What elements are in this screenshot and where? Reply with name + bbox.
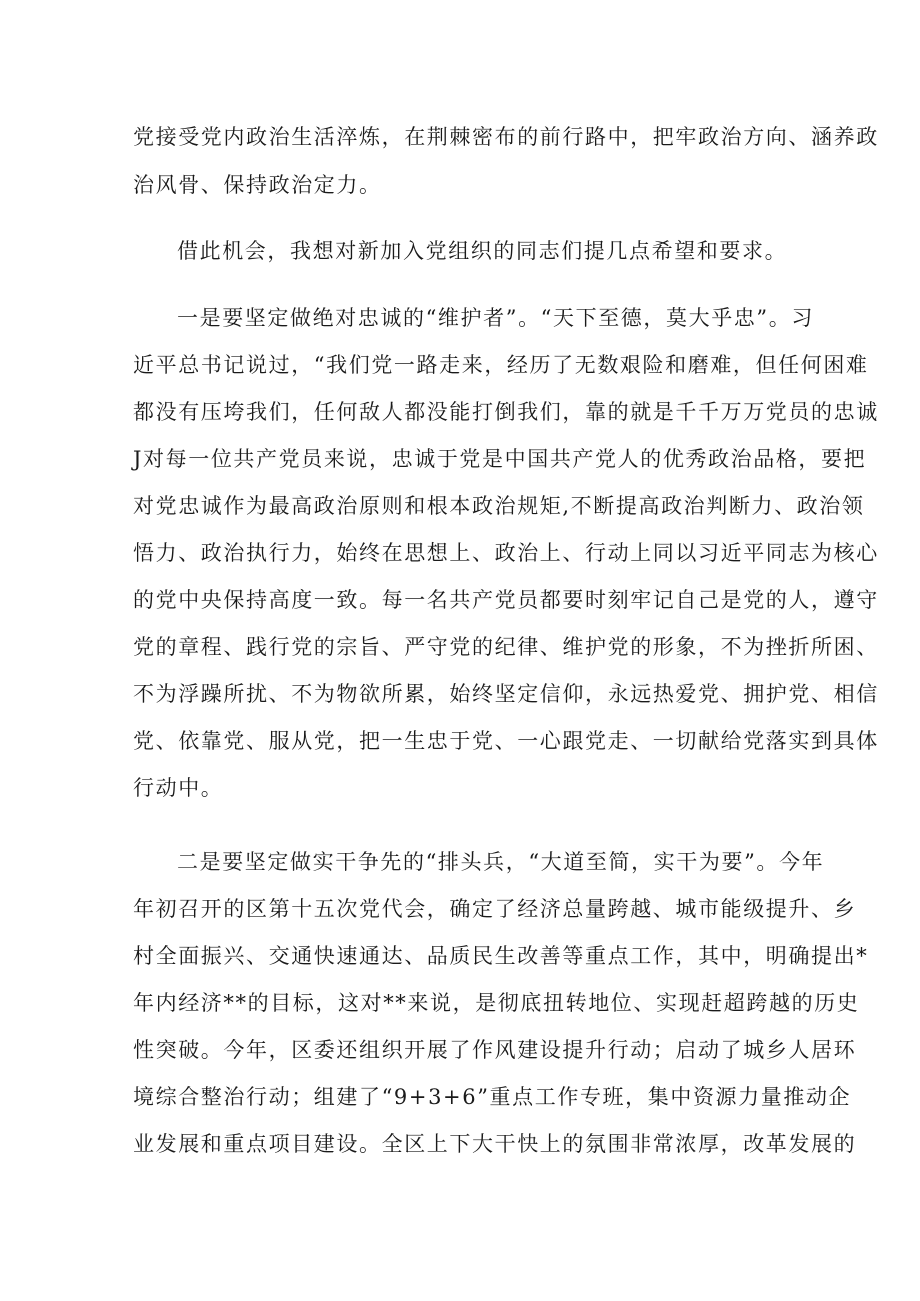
paragraph-line: 都没有压垮我们，任何敌人都没能打倒我们，靠的就是千千万万党员的忠诚	[133, 400, 879, 424]
paragraph-line: 年初召开的区第十五次党代会，确定了经济总量跨越、城市能级提升、乡	[133, 897, 857, 921]
paragraph-line: 一是要坚定做绝对忠诚的“维护者”。“天下至德，莫大乎忠”。习	[177, 306, 814, 330]
paragraph-line: 村全面振兴、交通快速通达、品质民生改善等重点工作，其中，明确提出*	[133, 944, 869, 968]
paragraph-line: 二是要坚定做实干争先的“排头兵，“大道至简，实干为要”。今年	[177, 850, 825, 874]
paragraph-line: 党、依靠党、服从党，把一生忠于党、一心跟党走、一切献给党落实到具体	[133, 729, 879, 753]
paragraph-line: 党的章程、践行党的宗旨、严守党的纪律、维护党的形象，不为挫折所困、	[133, 635, 879, 659]
paragraph-line: 借此机会，我想对新加入党组织的同志们提几点希望和要求。	[177, 239, 788, 263]
paragraph-line: 业发展和重点项目建设。全区上下大干快上的氛围非常浓厚，改革发展的	[133, 1132, 857, 1156]
paragraph-line: 行动中。	[133, 776, 224, 800]
paragraph-line: 近平总书记说过，“我们党一路走来，经历了无数艰险和磨难，但任何困难	[133, 353, 869, 377]
paragraph-line: 的党中央保持高度一致。每一名共产党员都要时刻牢记自己是党的人，遵守	[133, 588, 879, 612]
paragraph-line: 治风骨、保持政治定力。	[133, 173, 382, 197]
paragraph-line: 年内经济**的目标，这对**来说，是彻底扭转地位、实现赶超跨越的历史	[133, 991, 860, 1015]
paragraph-line: 对党忠诚作为最高政治原则和根本政治规矩,不断提高政治判断力、政治领	[133, 494, 865, 518]
paragraph-line: 党接受党内政治生活淬炼，在荆棘密布的前行路中，把牢政治方向、涵养政	[133, 125, 879, 149]
paragraph-line: 不为浮躁所扰、不为物欲所累，始终坚定信仰，永远热爱党、拥护党、相信	[133, 682, 879, 706]
paragraph-line: 悟力、政治执行力，始终在思想上、政治上、行动上同以习近平同志为核心	[133, 541, 879, 565]
paragraph-line: J对每一位共产党员来说，忠诚于党是中国共产党人的优秀政治品格，要把	[133, 447, 867, 471]
paragraph-line: 境综合整治行动；组建了“9+3+6”重点工作专班，集中资源力量推动企	[133, 1085, 852, 1109]
paragraph-line: 性突破。今年，区委还组织开展了作风建设提升行动；启动了城乡人居环	[133, 1038, 857, 1062]
